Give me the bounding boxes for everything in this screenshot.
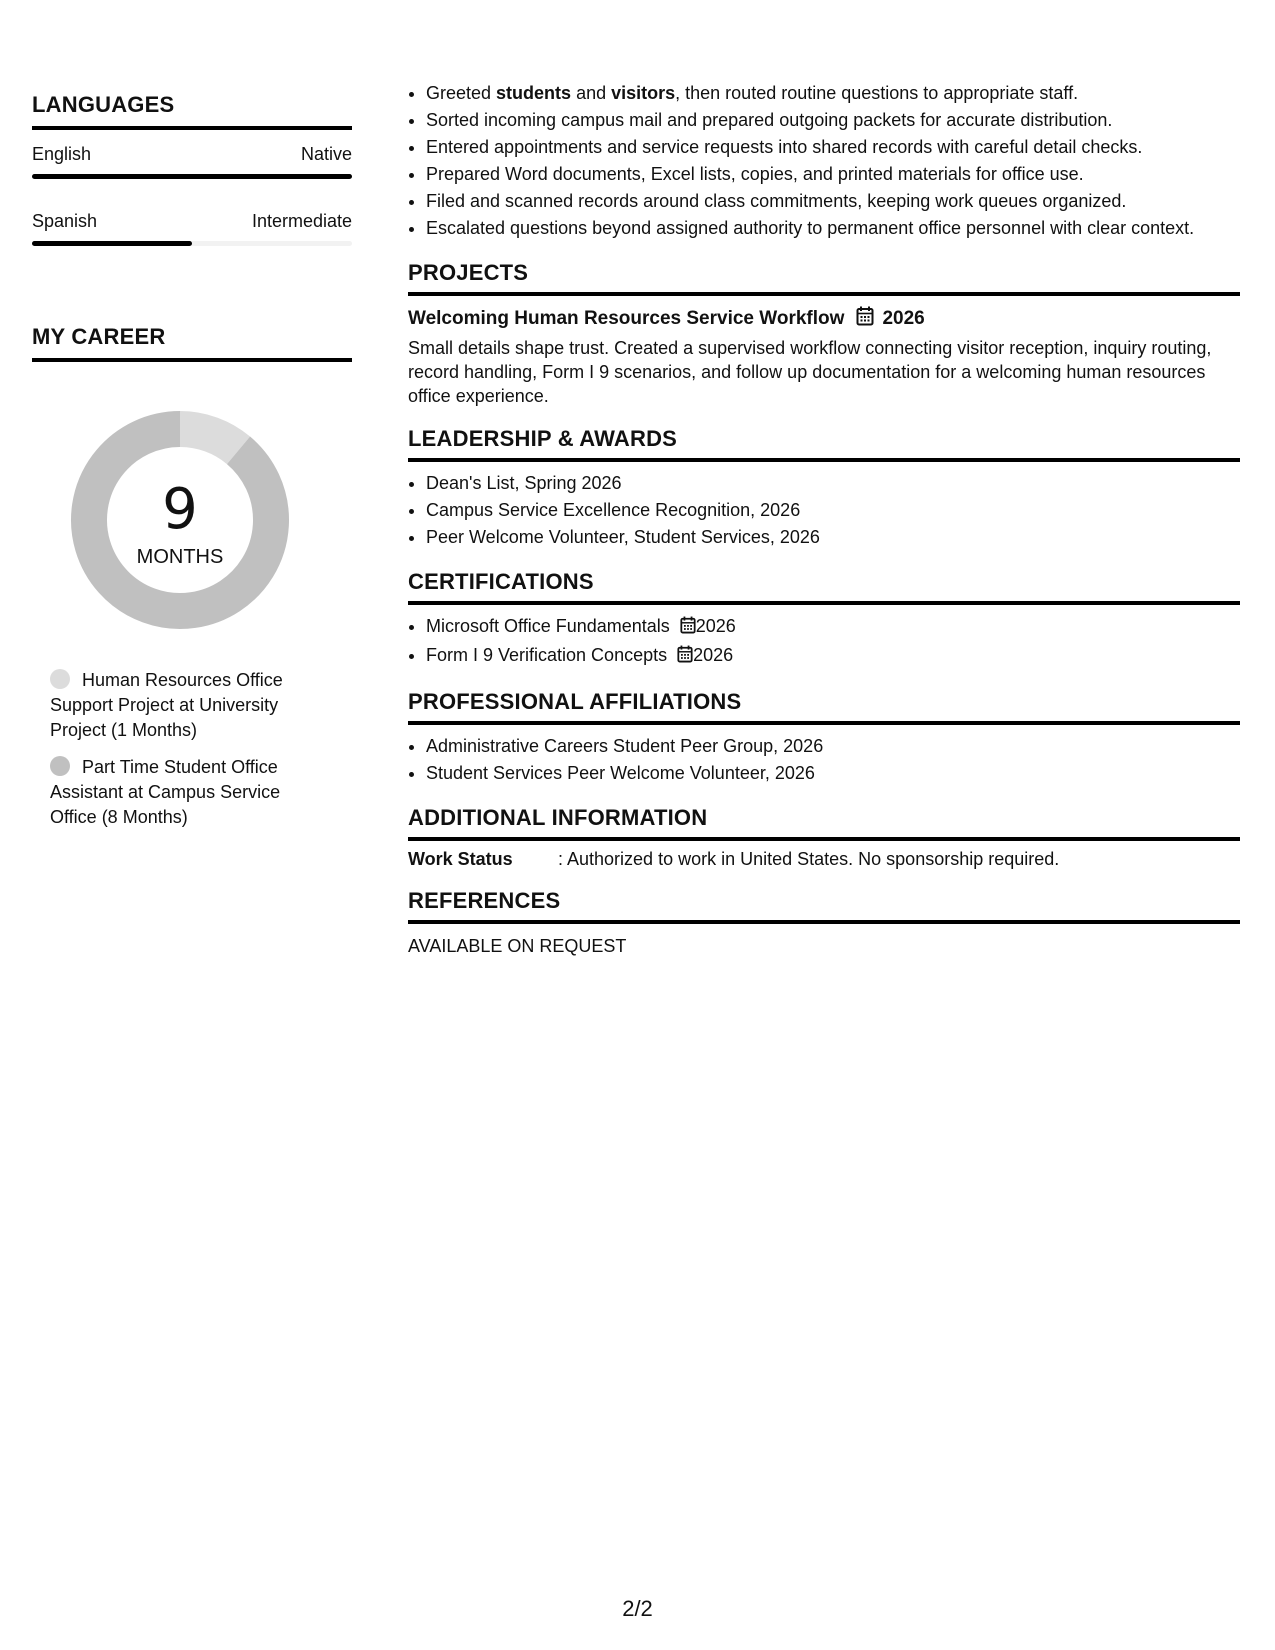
references-section — [408, 888, 1240, 957]
language-english — [32, 144, 352, 179]
language-proficiency-fill — [32, 174, 352, 179]
affiliations-heading: PROFESSIONAL AFFILIATIONS — [408, 689, 1240, 725]
additional-info-section — [408, 805, 1240, 870]
bullet-text: and — [571, 83, 612, 103]
bullet-text: Greeted — [426, 83, 497, 103]
certification-name: Form I 9 Verification Concepts — [426, 645, 668, 665]
certification-year: 2026 — [695, 616, 736, 636]
languages-heading: LANGUAGES — [32, 92, 352, 130]
list-item: • Escalated questions beyond assigned authority to permanent office personnel with clear context. — [426, 215, 1240, 242]
left-column — [32, 92, 352, 842]
page-number: 2/2 — [622, 1596, 653, 1621]
legend-item — [50, 668, 310, 743]
language-level: Native — [300, 144, 352, 164]
list-item — [426, 642, 1240, 671]
calendar-icon — [677, 644, 693, 671]
list-item: • Prepared Word documents, Excel lists, copies, and printed materials for office use. — [426, 161, 1240, 188]
work-status-label: Work Status — [408, 849, 513, 869]
legend-label: Human Resources Office Support Project at University Project (1 Months) — [50, 670, 283, 740]
list-item: • Sorted incoming campus mail and prepared outgoing packets for accurate distribution. — [426, 107, 1240, 134]
right-column — [408, 80, 1240, 957]
career-total-value: 9 — [162, 477, 198, 542]
projects-section — [408, 260, 1240, 408]
calendar-icon — [680, 615, 696, 642]
language-level: Intermediate — [251, 211, 352, 231]
list-item: • Administrative Careers Student Peer Group, 2026 — [426, 733, 1240, 760]
affiliations-list — [408, 733, 1240, 787]
list-item: • Dean's List, Spring 2026 — [426, 470, 1240, 497]
list-item: • Entered appointments and service requests into shared records with careful detail checks. — [426, 134, 1240, 161]
certification-year: 2026 — [693, 645, 734, 665]
leadership-list — [408, 470, 1240, 551]
work-status-value: : Authorized to work in United States. No sponsorship required. — [558, 849, 1060, 869]
certification-name: Microsoft Office Fundamentals — [426, 616, 670, 636]
project-title: Welcoming Human Resources Service Workflow — [408, 308, 845, 329]
legend-dot — [50, 756, 70, 776]
career-heading: MY CAREER — [32, 324, 352, 362]
language-proficiency-bar — [32, 241, 352, 246]
leadership-heading: LEADERSHIP & AWARDS — [408, 426, 1240, 462]
experience-bullet-list — [408, 80, 1240, 242]
project-description: Small details shape trust. Created a supervised workflow connecting visitor reception, inquiry routing, record handling, Form I 9 scenarios, and follow up documentation for a welcoming human resources office experience. — [408, 338, 1212, 406]
list-item: • Campus Service Excellence Recognition, 2026 — [426, 497, 1240, 524]
bullet-text: , then routed routine questions to appropriate staff. — [675, 83, 1079, 103]
references-text: AVAILABLE ON REQUEST — [408, 936, 627, 956]
language-name: Spanish — [32, 211, 98, 231]
list-item: • Peer Welcome Volunteer, Student Services, 2026 — [426, 524, 1240, 551]
projects-heading: PROJECTS — [408, 260, 1240, 296]
legend-label: Part Time Student Office Assistant at Campus Service Office (8 Months) — [50, 757, 281, 827]
bullet-bold-text: visitors — [611, 83, 676, 103]
legend-item — [50, 755, 310, 830]
certifications-section — [408, 569, 1240, 671]
project-title-row — [408, 306, 1240, 332]
list-item — [426, 613, 1240, 642]
calendar-icon — [856, 306, 874, 332]
affiliations-section — [408, 689, 1240, 787]
references-heading: REFERENCES — [408, 888, 1240, 924]
legend-dot — [50, 669, 70, 689]
bullet-bold-text: students — [496, 83, 572, 103]
leadership-section — [408, 426, 1240, 551]
list-item — [426, 80, 1240, 107]
career-legend — [50, 668, 310, 830]
list-item: • Student Services Peer Welcome Volunteer, 2026 — [426, 760, 1240, 787]
language-proficiency-fill — [32, 241, 192, 246]
career-donut-chart — [66, 406, 294, 634]
certifications-heading: CERTIFICATIONS — [408, 569, 1240, 605]
project-year: 2026 — [882, 308, 925, 329]
list-item: • Filed and scanned records around class commitments, keeping work queues organized. — [426, 188, 1240, 215]
language-name: English — [32, 144, 92, 164]
additional-info-heading: ADDITIONAL INFORMATION — [408, 805, 1240, 841]
language-spanish — [32, 211, 352, 246]
language-proficiency-bar — [32, 174, 352, 179]
work-status-row — [408, 849, 1240, 870]
certifications-list — [408, 613, 1240, 671]
career-total-unit: MONTHS — [136, 546, 224, 568]
donut-center — [66, 406, 294, 634]
